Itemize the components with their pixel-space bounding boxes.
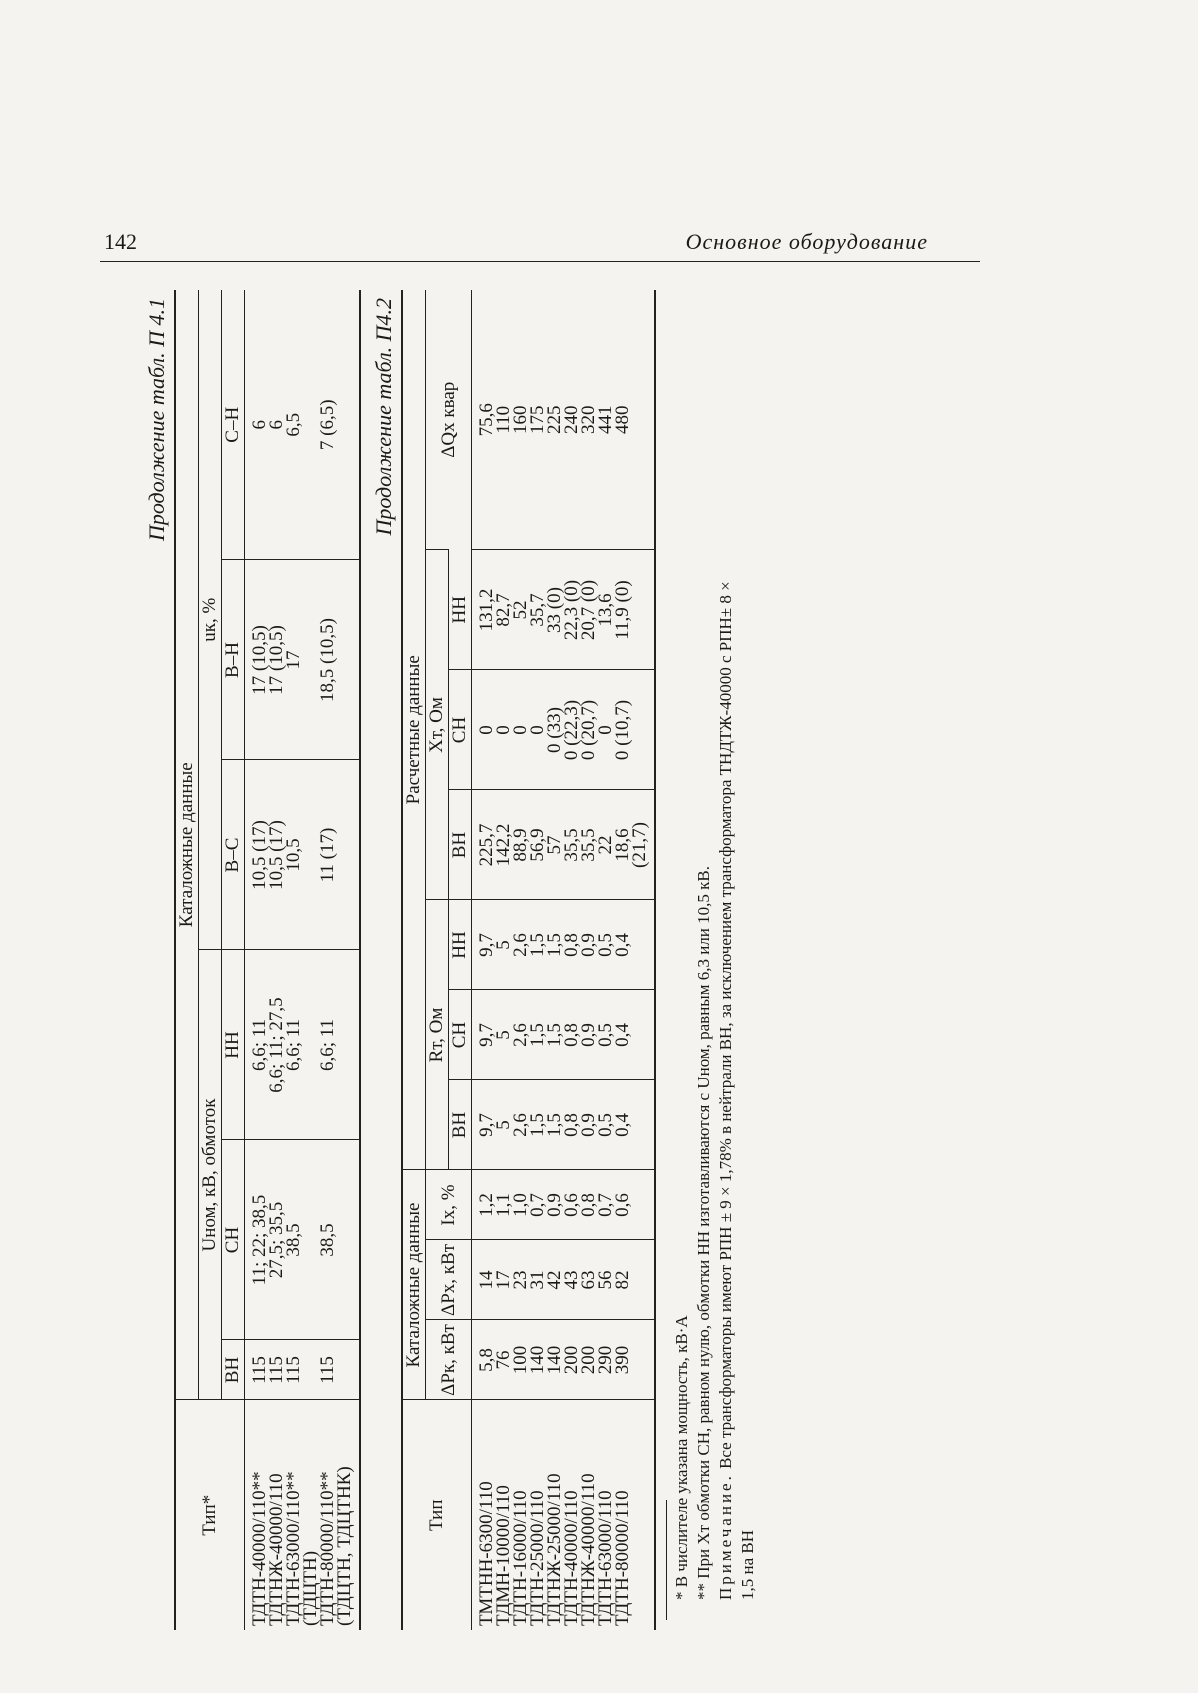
t2-col-xvn: 225,7 142,2 88,9 56,9 57 35,5 35,5 22 18,6 (21,7) (472, 790, 656, 900)
note-label: Примечание. (716, 1473, 735, 1600)
t1-col-sn: 11; 22; 38,5 27,5; 35,5 38,5 38,5 (245, 1140, 361, 1340)
page-header (100, 225, 980, 262)
t2-head-ix: Iх, % (426, 1170, 472, 1240)
table-p4-1 (174, 290, 361, 1630)
t1-head-snn: С–Н (222, 290, 245, 560)
running-title: Основное оборудование (685, 229, 928, 254)
t2-col-xsn: 0 0 0 0 0 (33) 0 (22,3) 0 (20,7) 0 0 (10,7) (472, 670, 656, 790)
t2-head-x-nn: НН (449, 550, 472, 670)
footnotes (666, 570, 759, 1630)
t2-head-rt: Rт, Ом (426, 900, 449, 1170)
t1-col-vnn: 17 (10,5) 17 (10,5) 17 18,5 (10,5) (245, 560, 361, 760)
t2-head-pk: ΔPк, кВт (426, 1320, 472, 1400)
t2-head-catalog: Каталожные данные (402, 1170, 426, 1400)
t2-head-calc: Расчетные данные (402, 290, 426, 1170)
t2-col-px: 14 17 23 31 42 43 63 56 82 (472, 1240, 656, 1320)
t1-col-vn: 115 115 115 115 (245, 1340, 361, 1400)
t2-col-rnn: 9,7 5 2,6 1,5 1,5 0,8 0,9 0,5 0,4 (472, 900, 656, 990)
footnote-note (715, 570, 759, 1620)
rotated-content (140, 290, 980, 1630)
t1-col-vs: 10,5 (17) 10,5 (17) 10,5 11 (17) (245, 760, 361, 950)
note-text: Все трансформаторы имеют РПН ± 9 × 1,78% в нейтрали ВН, за исключением трансформатора ТНДТЖ-40000 с РПН± 8 × 1,5 на ВН (716, 581, 757, 1600)
t1-head-sn: СН (222, 1140, 245, 1340)
t1-col-nn: 6,6; 11 6,6; 11; 27,5 6,6; 11 6,6; 11 (245, 950, 361, 1140)
t2-col-rsn: 9,7 5 2,6 1,5 1,5 0,8 0,9 0,5 0,4 (472, 990, 656, 1080)
t2-col-ix: 1,2 1,1 1,0 0,7 0,9 0,6 0,8 0,7 0,6 (472, 1170, 656, 1240)
table-p4-2 (401, 290, 656, 1630)
t2-head-r-sn: СН (449, 990, 472, 1080)
t1-head-uk: uк, % (199, 290, 222, 950)
t2-head-r-vn: ВН (449, 1080, 472, 1170)
t1-head-vnn: В–Н (222, 560, 245, 760)
t2-col-type: ТМТНН-6300/110 ТДМН-10000/110 ТДТН-16000/110 ТДТН-25000/110 ТДТНЖ-25000/110 ТДТН-40000/110 ТДТНЖ-40000/110 ТДТН-63000/110 ТДТН-80000/110 (472, 1400, 656, 1630)
t1-head-vn: ВН (222, 1340, 245, 1400)
footnote-2: ** При Xт обмотки СН, равном нулю, обмотки НН изготавливаются с Uном, равным 6,3 или 10,5 кВ. (694, 865, 713, 1600)
t1-col-snn: 6 6 6,5 7 (6,5) (249, 399, 338, 451)
t2-head-x-vn: ВН (449, 790, 472, 900)
table2-caption: Продолжение табл. П4.2 (371, 298, 396, 536)
t2-col-qx: 75,6 110 160 175 225 240 320 441 480 (476, 403, 633, 437)
footnote-separator (666, 1500, 667, 1620)
t2-head-xt: Xт, Ом (426, 550, 449, 900)
t2-head-x-sn: СН (449, 670, 472, 790)
t1-head-catalog: Каталожные данные (175, 290, 199, 1400)
t2-head-r-nn: НН (449, 900, 472, 990)
page-number: 142 (104, 229, 137, 254)
t1-head-nn: НН (222, 950, 245, 1140)
t2-col-pk: 5,8 76 100 140 140 200 200 290 390 (472, 1320, 656, 1400)
t1-head-type: Тип* (175, 1400, 245, 1630)
t2-head-type: Тип (402, 1400, 472, 1630)
t1-col-type: ТДТН-40000/110** ТДТНЖ-40000/110 ТДТН-63000/110** (ТДЦТН) ТДТН-80000/110** (ТДЦТН, ТДЦТНК) (245, 1400, 361, 1630)
t1-head-vs: В–С (222, 760, 245, 950)
table1-caption: Продолжение табл. П 4.1 (144, 298, 169, 542)
t1-head-unom: Uном, кВ, обмоток (199, 950, 222, 1400)
footnote-1: * В числителе указана мощность, кВ·А (672, 1315, 691, 1600)
t2-head-qx: ΔQх квар (426, 290, 472, 550)
t2-col-xnn: 131,2 82,7 52 35,7 33 (0) 22,3 (0) 20,7 (0) 13,6 11,9 (0) (472, 550, 656, 670)
t2-col-rvn: 9,7 5 2,6 1,5 1,5 0,8 0,9 0,5 0,4 (472, 1080, 656, 1170)
t2-head-px: ΔPх, кВт (426, 1240, 472, 1320)
